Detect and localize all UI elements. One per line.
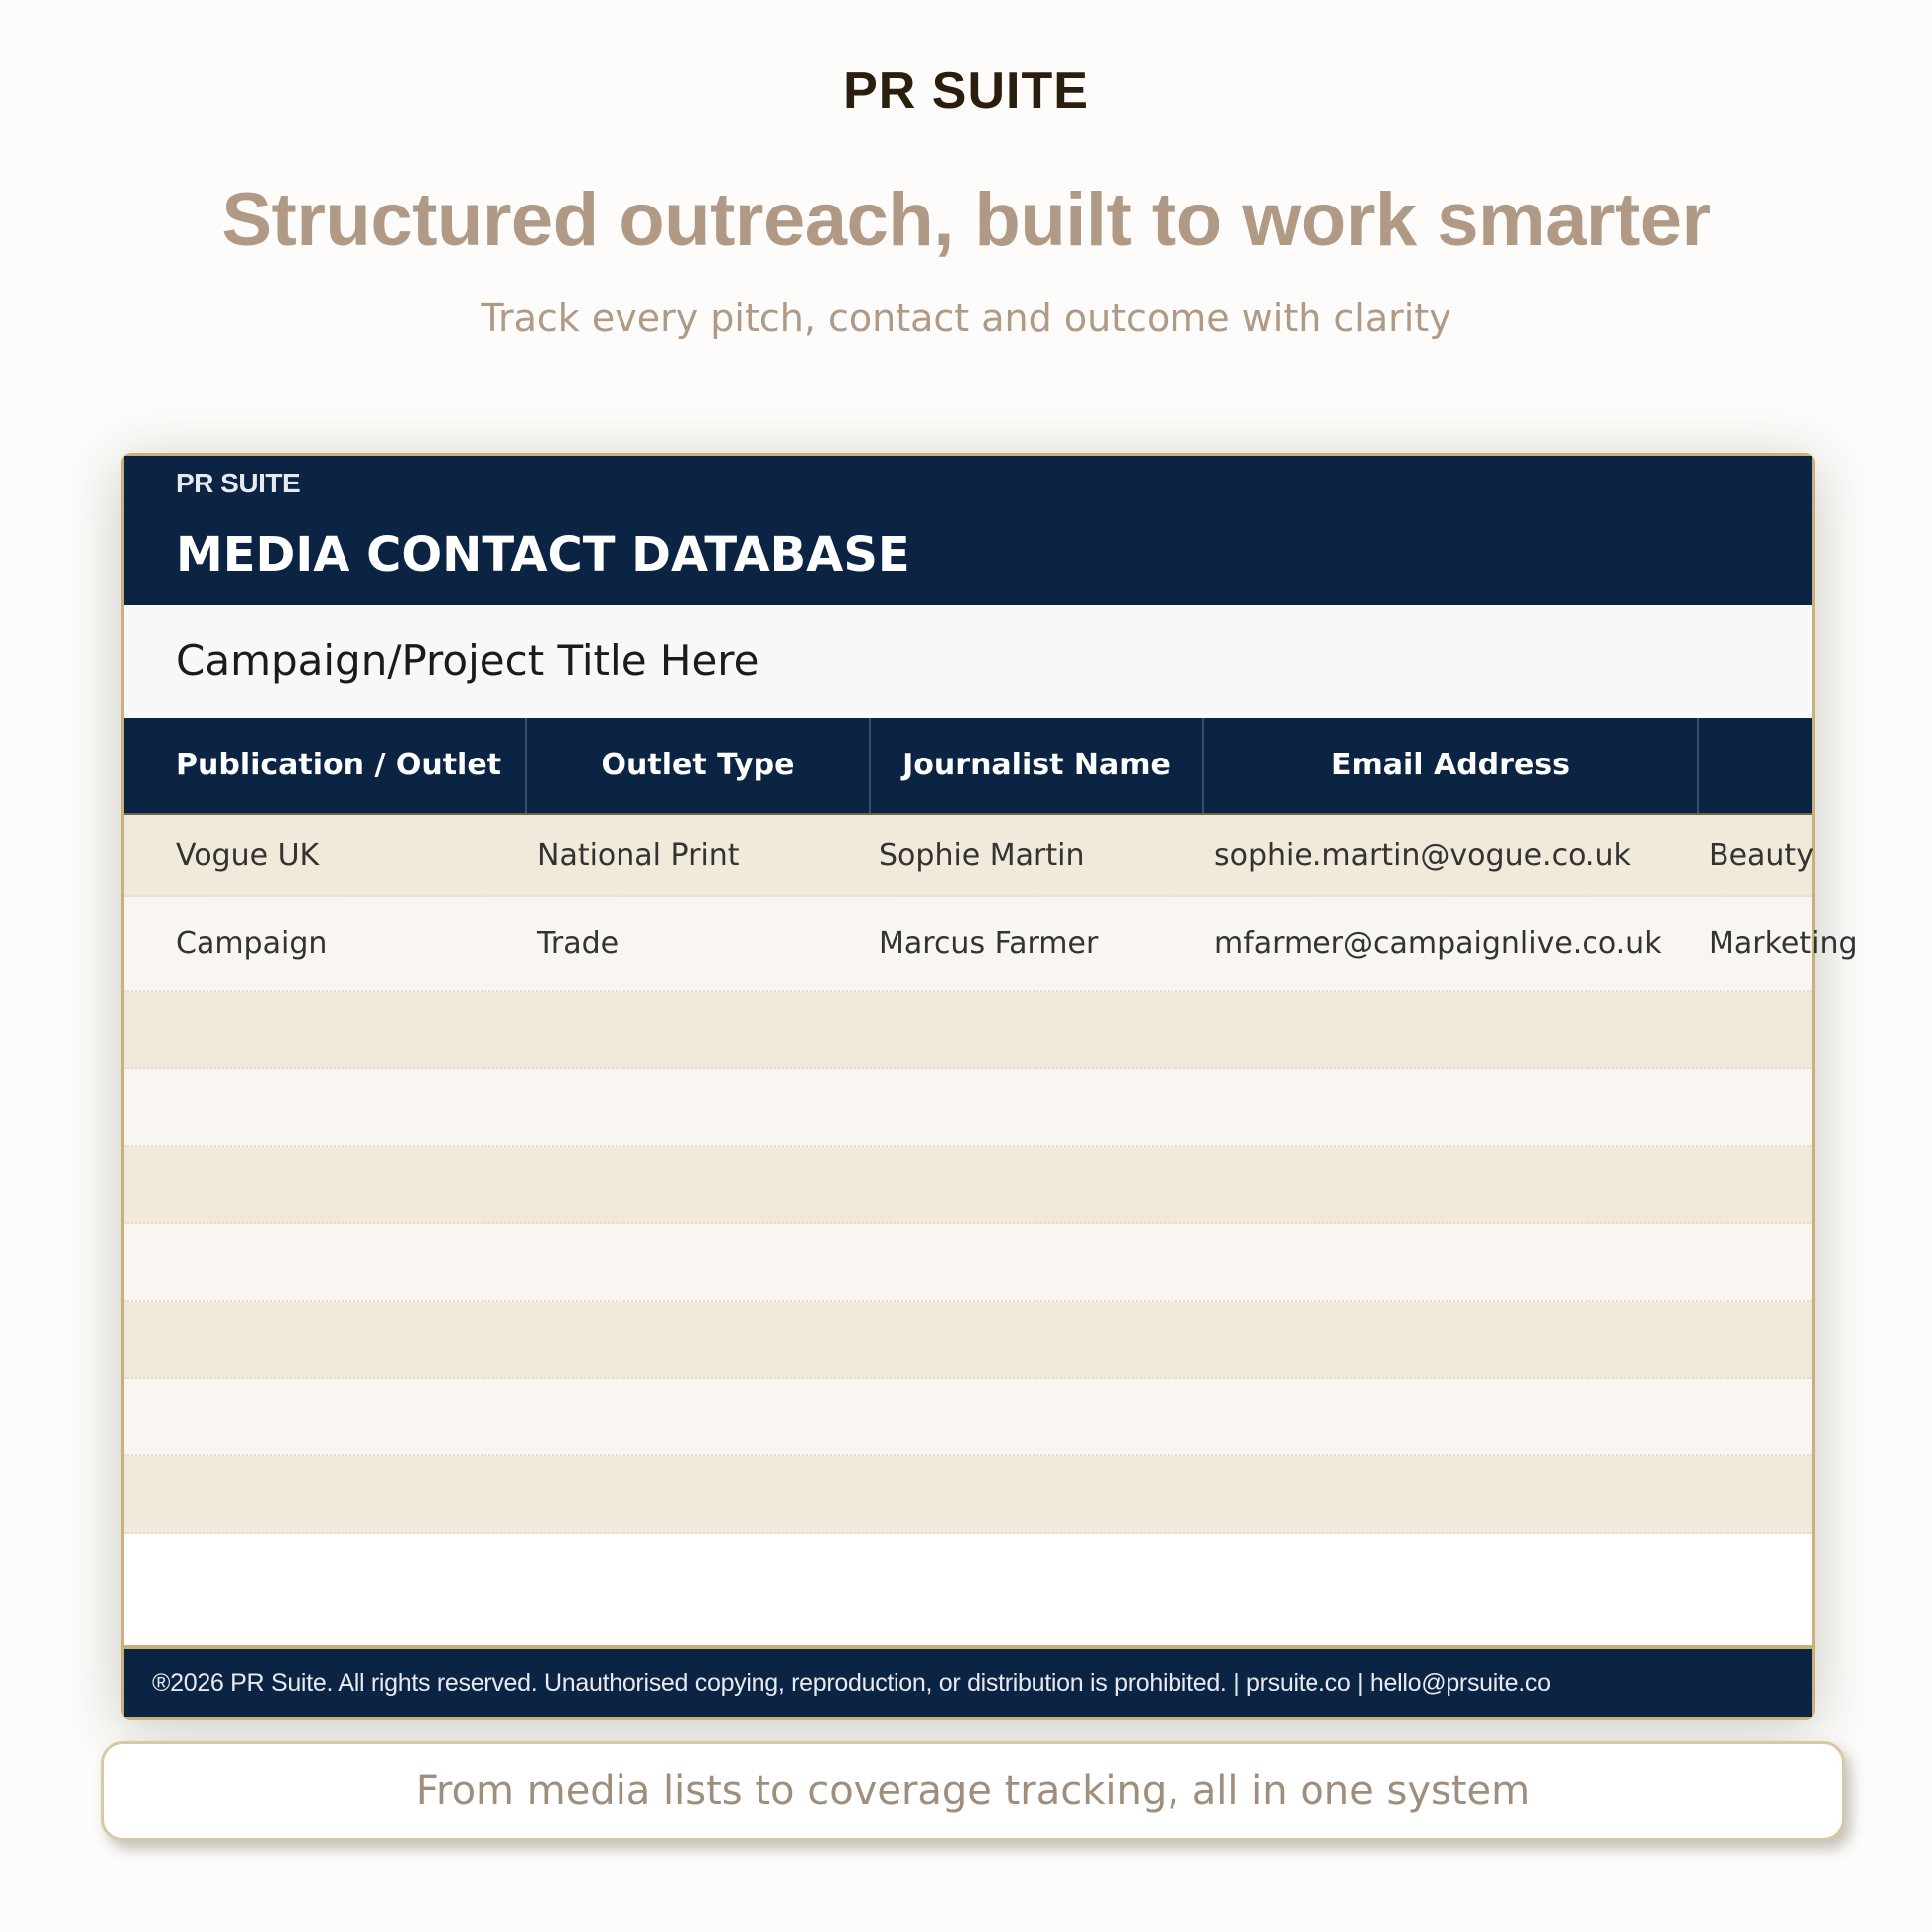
table-cell[interactable] xyxy=(879,1379,1196,1456)
table-cell[interactable] xyxy=(1709,1379,1812,1456)
table-cell[interactable] xyxy=(176,1379,523,1456)
table-cell[interactable] xyxy=(1709,1224,1812,1302)
table-cell[interactable]: Campaign xyxy=(176,926,328,961)
table-cell[interactable] xyxy=(176,1456,523,1534)
sheet-footer xyxy=(124,1645,1812,1717)
table-row[interactable] xyxy=(124,897,1858,992)
table-cell[interactable]: sophie.martin@vogue.co.uk xyxy=(1214,838,1631,873)
table-cell[interactable]: Marcus Farmer xyxy=(879,926,1099,961)
table-row[interactable] xyxy=(124,1069,1812,1147)
table-row[interactable] xyxy=(124,992,1812,1069)
table-cell[interactable] xyxy=(537,1456,865,1534)
table-cell[interactable] xyxy=(537,1224,865,1302)
table-cell[interactable] xyxy=(1709,1456,1812,1534)
column-header-outlet-type[interactable]: Outlet Type xyxy=(527,718,871,813)
table-cell[interactable] xyxy=(879,992,1196,1069)
sheet-title: MEDIA CONTACT DATABASE xyxy=(176,527,910,583)
table-row[interactable] xyxy=(124,1224,1812,1302)
table-cell[interactable] xyxy=(1214,1302,1691,1379)
table-cell[interactable] xyxy=(879,1456,1196,1534)
campaign-title[interactable]: Campaign/Project Title Here xyxy=(176,636,759,685)
table-cell[interactable] xyxy=(1214,1224,1691,1302)
table-cell[interactable] xyxy=(176,1147,523,1224)
table-cell[interactable] xyxy=(1214,1456,1691,1534)
sheet-header xyxy=(124,456,1812,605)
table-cell[interactable] xyxy=(176,1069,523,1147)
table-cell[interactable] xyxy=(537,992,865,1069)
table-row[interactable] xyxy=(124,815,1812,897)
table-cell[interactable] xyxy=(1214,1379,1691,1456)
spreadsheet-preview xyxy=(121,453,1858,1720)
table-cell[interactable]: mfarmer@campaignlive.co.uk xyxy=(1214,926,1662,961)
column-header-journalist-name[interactable]: Journalist Name xyxy=(871,718,1204,813)
table-cell[interactable]: Trade xyxy=(537,926,620,961)
column-header-publication[interactable]: Publication / Outlet xyxy=(124,718,527,813)
table-cell[interactable] xyxy=(176,1224,523,1302)
table-cell[interactable] xyxy=(176,992,523,1069)
table-row[interactable] xyxy=(124,1147,1812,1224)
copyright-text: ®2026 PR Suite. All rights reserved. Unauthorised copying, reproduction, or distribution is prohibited. | prsuite.co | hello@prsuite.co xyxy=(152,1669,1551,1697)
caption-banner xyxy=(101,1741,1845,1841)
table-cell[interactable]: National Print xyxy=(537,838,740,873)
table-cell[interactable] xyxy=(879,1147,1196,1224)
brand-title: PR SUITE xyxy=(843,63,1089,120)
table-cell[interactable] xyxy=(537,1379,865,1456)
table-cell[interactable] xyxy=(1709,992,1812,1069)
table-row[interactable] xyxy=(124,1456,1812,1534)
table-cell[interactable] xyxy=(1214,992,1691,1069)
table-cell[interactable] xyxy=(1214,1147,1691,1224)
table-cell[interactable] xyxy=(1709,1069,1812,1147)
table-cell[interactable]: Vogue UK xyxy=(176,838,320,873)
caption-text: From media lists to coverage tracking, all in one system xyxy=(415,1768,1531,1814)
table-cell[interactable] xyxy=(879,1302,1196,1379)
table-cell[interactable] xyxy=(879,1069,1196,1147)
table-cell[interactable]: Sophie Martin xyxy=(879,838,1085,873)
headline: Structured outreach, built to work smarter xyxy=(221,178,1711,262)
table-cell[interactable]: Marketing xyxy=(1709,926,1858,961)
table-cell[interactable] xyxy=(1709,1302,1812,1379)
table-row[interactable] xyxy=(124,1302,1812,1379)
table-cell[interactable] xyxy=(537,1147,865,1224)
table-cell[interactable] xyxy=(176,1302,523,1379)
table-cell[interactable]: Beauty xyxy=(1709,838,1814,873)
table-cell[interactable] xyxy=(879,1224,1196,1302)
table-cell[interactable] xyxy=(537,1069,865,1147)
column-header-topic[interactable] xyxy=(1699,718,1812,813)
table-cell[interactable] xyxy=(537,1302,865,1379)
column-header-row xyxy=(124,718,1812,816)
subheadline: Track every pitch, contact and outcome with clarity xyxy=(481,296,1451,340)
table-body xyxy=(124,815,1858,1534)
column-header-email[interactable]: Email Address xyxy=(1204,718,1699,813)
campaign-title-row[interactable] xyxy=(124,605,1812,718)
sheet-brand: PR SUITE xyxy=(176,468,301,498)
table-row[interactable] xyxy=(124,1379,1812,1456)
table-cell[interactable] xyxy=(1709,1147,1812,1224)
table-cell[interactable] xyxy=(1214,1069,1691,1147)
